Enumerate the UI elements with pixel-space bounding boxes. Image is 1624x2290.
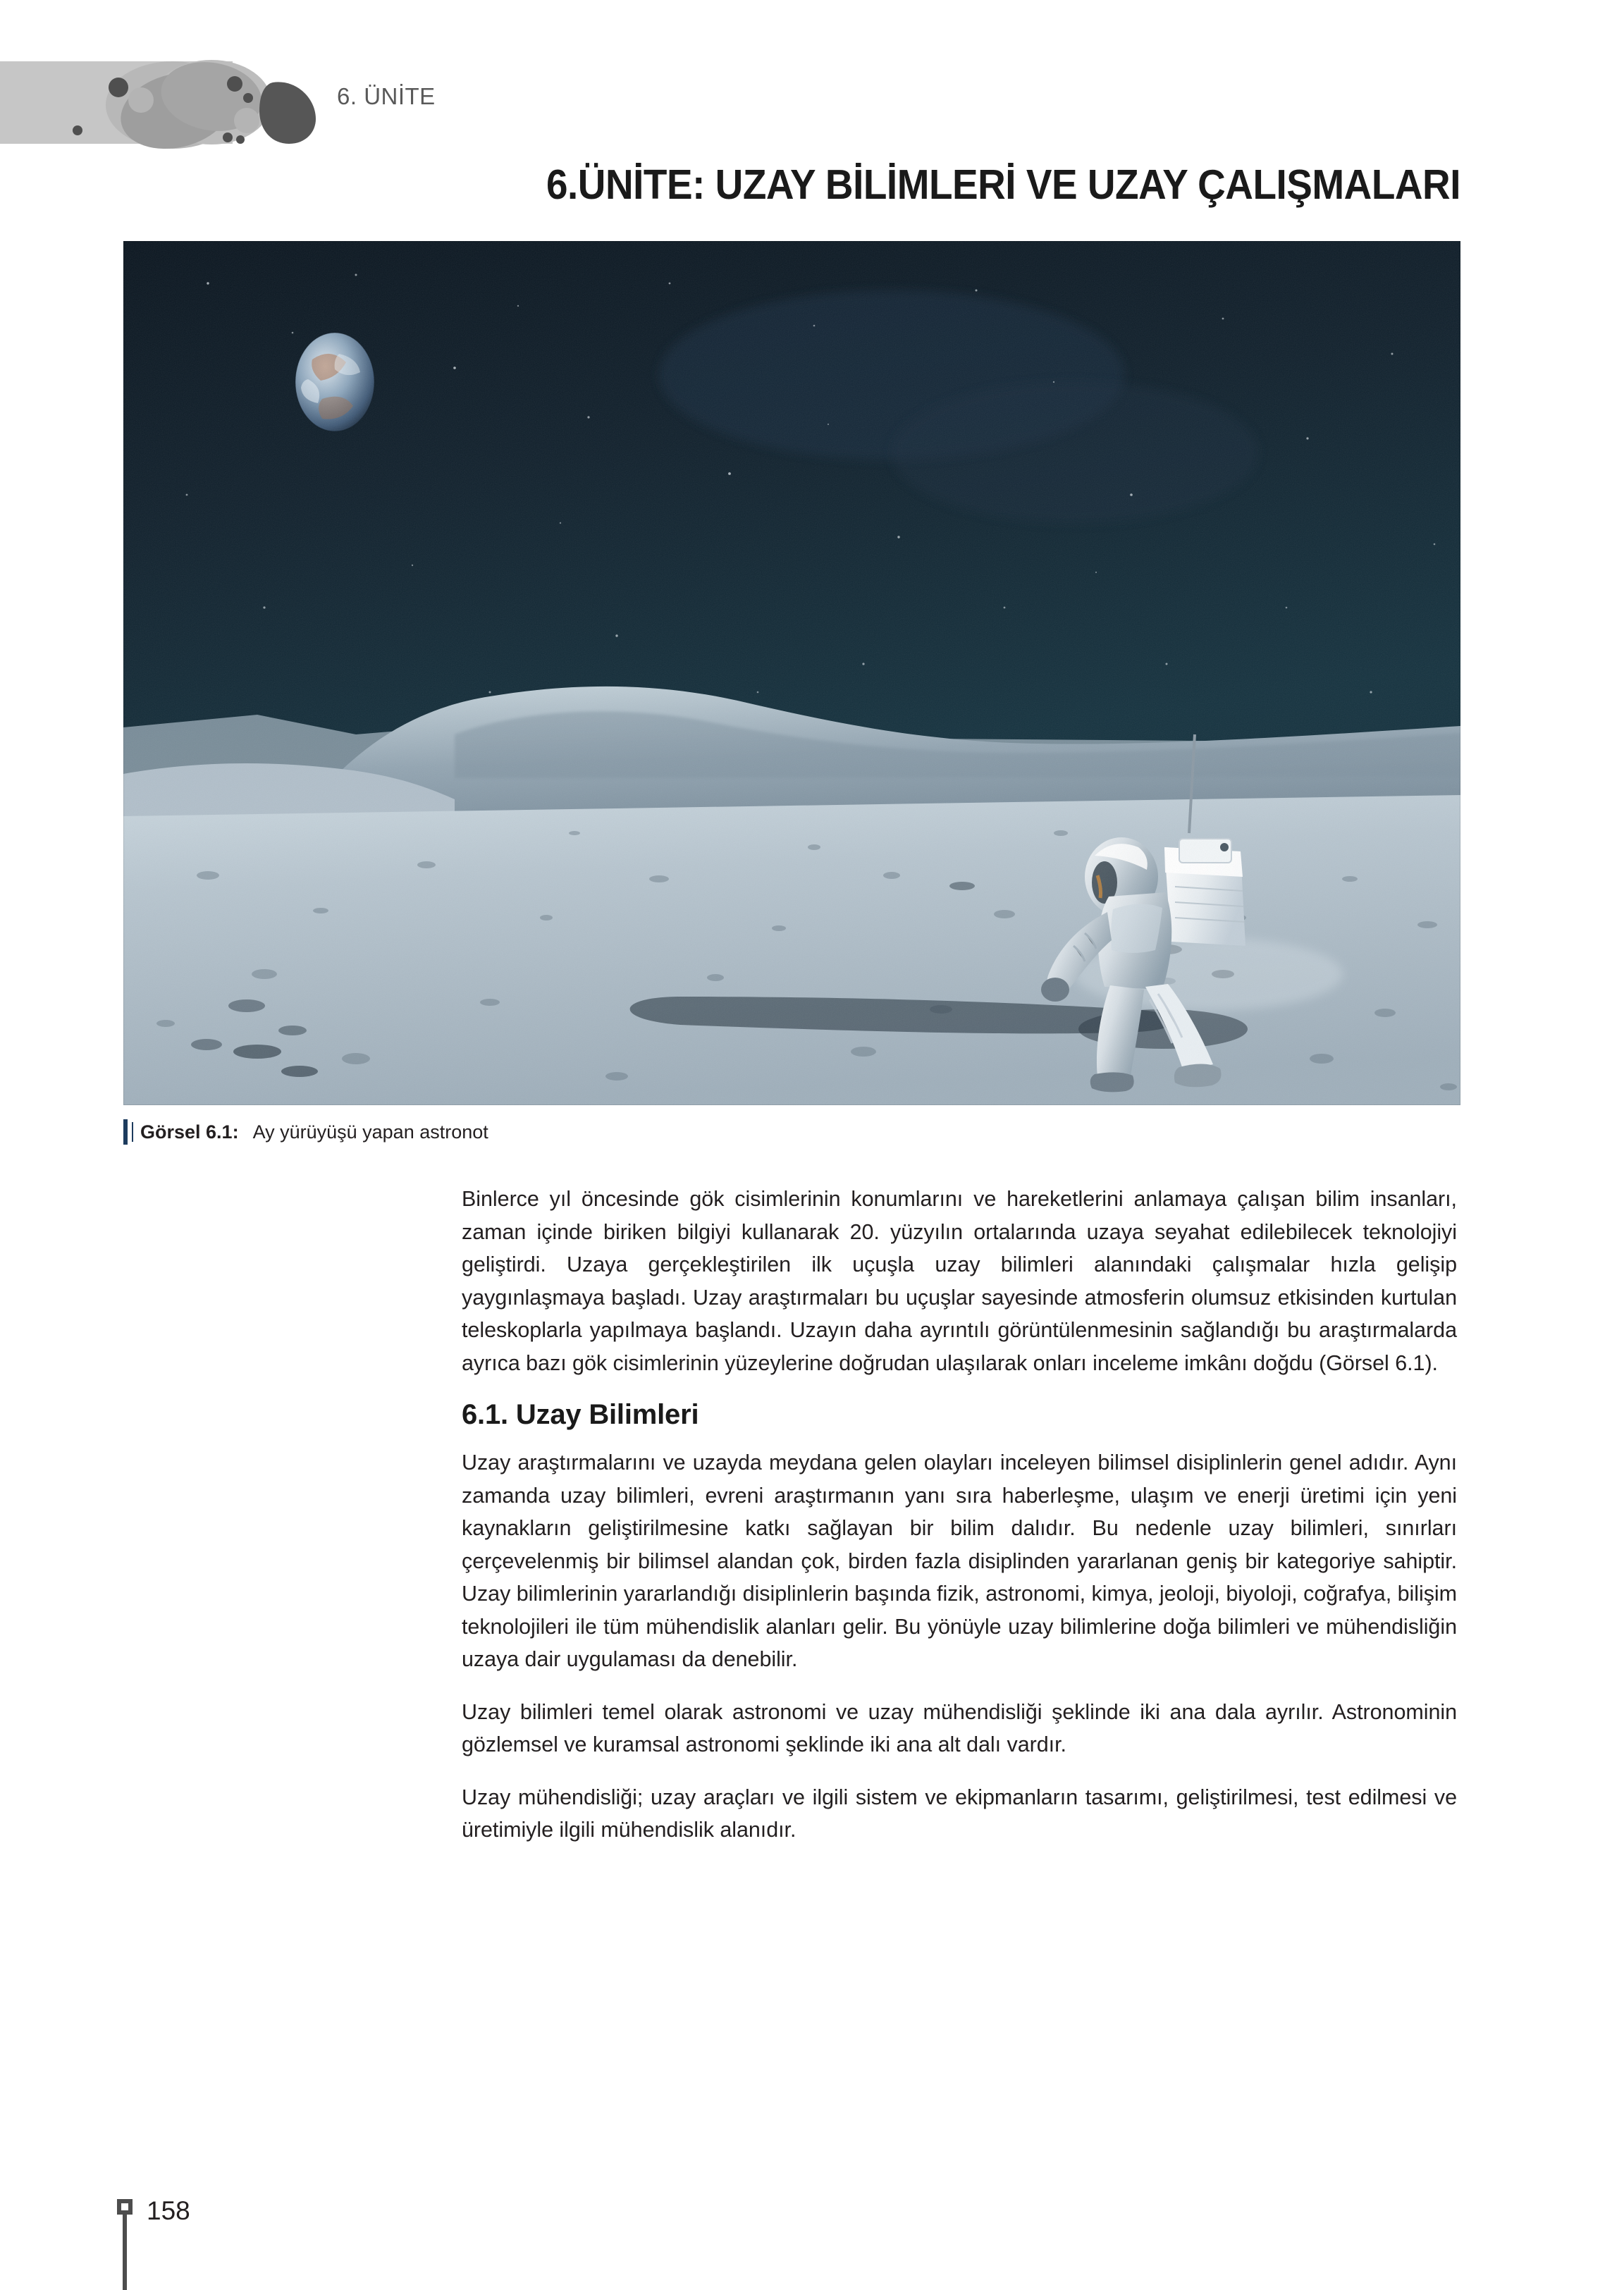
header-dot-dark-4 [243, 93, 253, 103]
unit-header-label: 6. ÜNİTE [337, 83, 436, 109]
footer-square-icon [117, 2199, 133, 2215]
header-dot-dark-1 [109, 78, 128, 97]
footer-rule [123, 2206, 127, 2290]
caption-marker-icon [123, 1119, 130, 1145]
header-dot-dark-2 [73, 125, 82, 135]
figure-moon-walk [123, 241, 1460, 1105]
header-dot-dark-6 [236, 135, 245, 144]
section-paragraph-3: Uzay mühendisliği; uzay araçları ve ilgili sistem ve ekipmanların tasarımı, geliştirilmesi, test edilmesi ve üretimiyle ilgili mühendislik alanıdır. [462, 1785, 1457, 1842]
section-heading: 6.1. Uzay Bilimleri [462, 1399, 699, 1430]
header-dot-dark-5 [223, 133, 233, 142]
caption-text: Ay yürüyüşü yapan astronot [252, 1121, 488, 1143]
figure-caption [123, 1119, 488, 1145]
header-dot-dark-3 [227, 76, 242, 92]
page-title: 6.ÜNİTE: UZAY BİLİMLERİ VE UZAY ÇALIŞMALARI [546, 161, 1460, 208]
section-paragraph-1: Uzay araştırmalarını ve uzayda meydana gelen olayları inceleyen bilimsel disiplinlerin genel adıdır. Aynı zamanda uzay bilimleri, evreni araştırmanın yanı sıra haberleşme, ulaşım ve enerji üretimi için yeni kaynakların geliştirilmesine katkı sağlayan bir bilim dalıdır. Bu nedenle uzay bilimleri, sınırları çerçevelenmiş bir bilimsel alandan çok, birden fazla disiplinden yararlanan geniş bir kategoriye sahiptir. Uzay bilimlerinin yararlandığı disiplinlerin başında fizik, astronomi, kimya, jeoloji, biyoloji, coğrafya, bilişim teknolojileri ile tüm mühendislik alanları gelir. Bu yönüyle uzay bilimlerine doğa bilimleri ve mühendisliğin uzaya dair uygulaması da denebilir. [462, 1451, 1457, 1671]
intro-paragraph: Binlerce yıl öncesinde gök cisimlerinin konumlarını ve hareketlerini anlamaya çalışan bilim insanları, zaman içinde biriken bilgiyi kullanarak 20. yüzyılın ortalarında uzaya seyahat edilebilecek teknolojiyi geliştirdi. Uzaya gerçekleştirilen ilk uçuşla uzay bilimleri alanındaki çalışmalar hızla gelişip yaygınlaşmaya başladı. Uzay araştırmaları bu uçuşlar sayesinde atmosferin olumsuz etkisinden kurtulan teleskoplarla yapılmaya başlandı. Uzayın daha ayrıntılı görüntülenmesinin sağlandığı bu araştırmalarda ayrıca bazı gök cisimlerinin yüzeylerine doğrudan ulaşılarak onları inceleme imkânı doğdu (Görsel 6.1). [462, 1187, 1457, 1375]
section-paragraph-2: Uzay bilimleri temel olarak astronomi ve uzay mühendisliği şeklinde iki ana dala ayrılır. Astronominin gözlemsel ve kuramsal astronomi şeklinde iki ana alt dalı vardır. [462, 1699, 1457, 1756]
page-number: 158 [147, 2196, 190, 2225]
body-text-column [462, 1183, 1457, 1847]
page-footer [113, 2188, 324, 2290]
header-blob-dark [259, 82, 316, 144]
header-dot-light-1 [128, 87, 154, 113]
caption-label: Görsel 6.1: [140, 1121, 239, 1143]
header-dot-light-2 [234, 108, 259, 133]
